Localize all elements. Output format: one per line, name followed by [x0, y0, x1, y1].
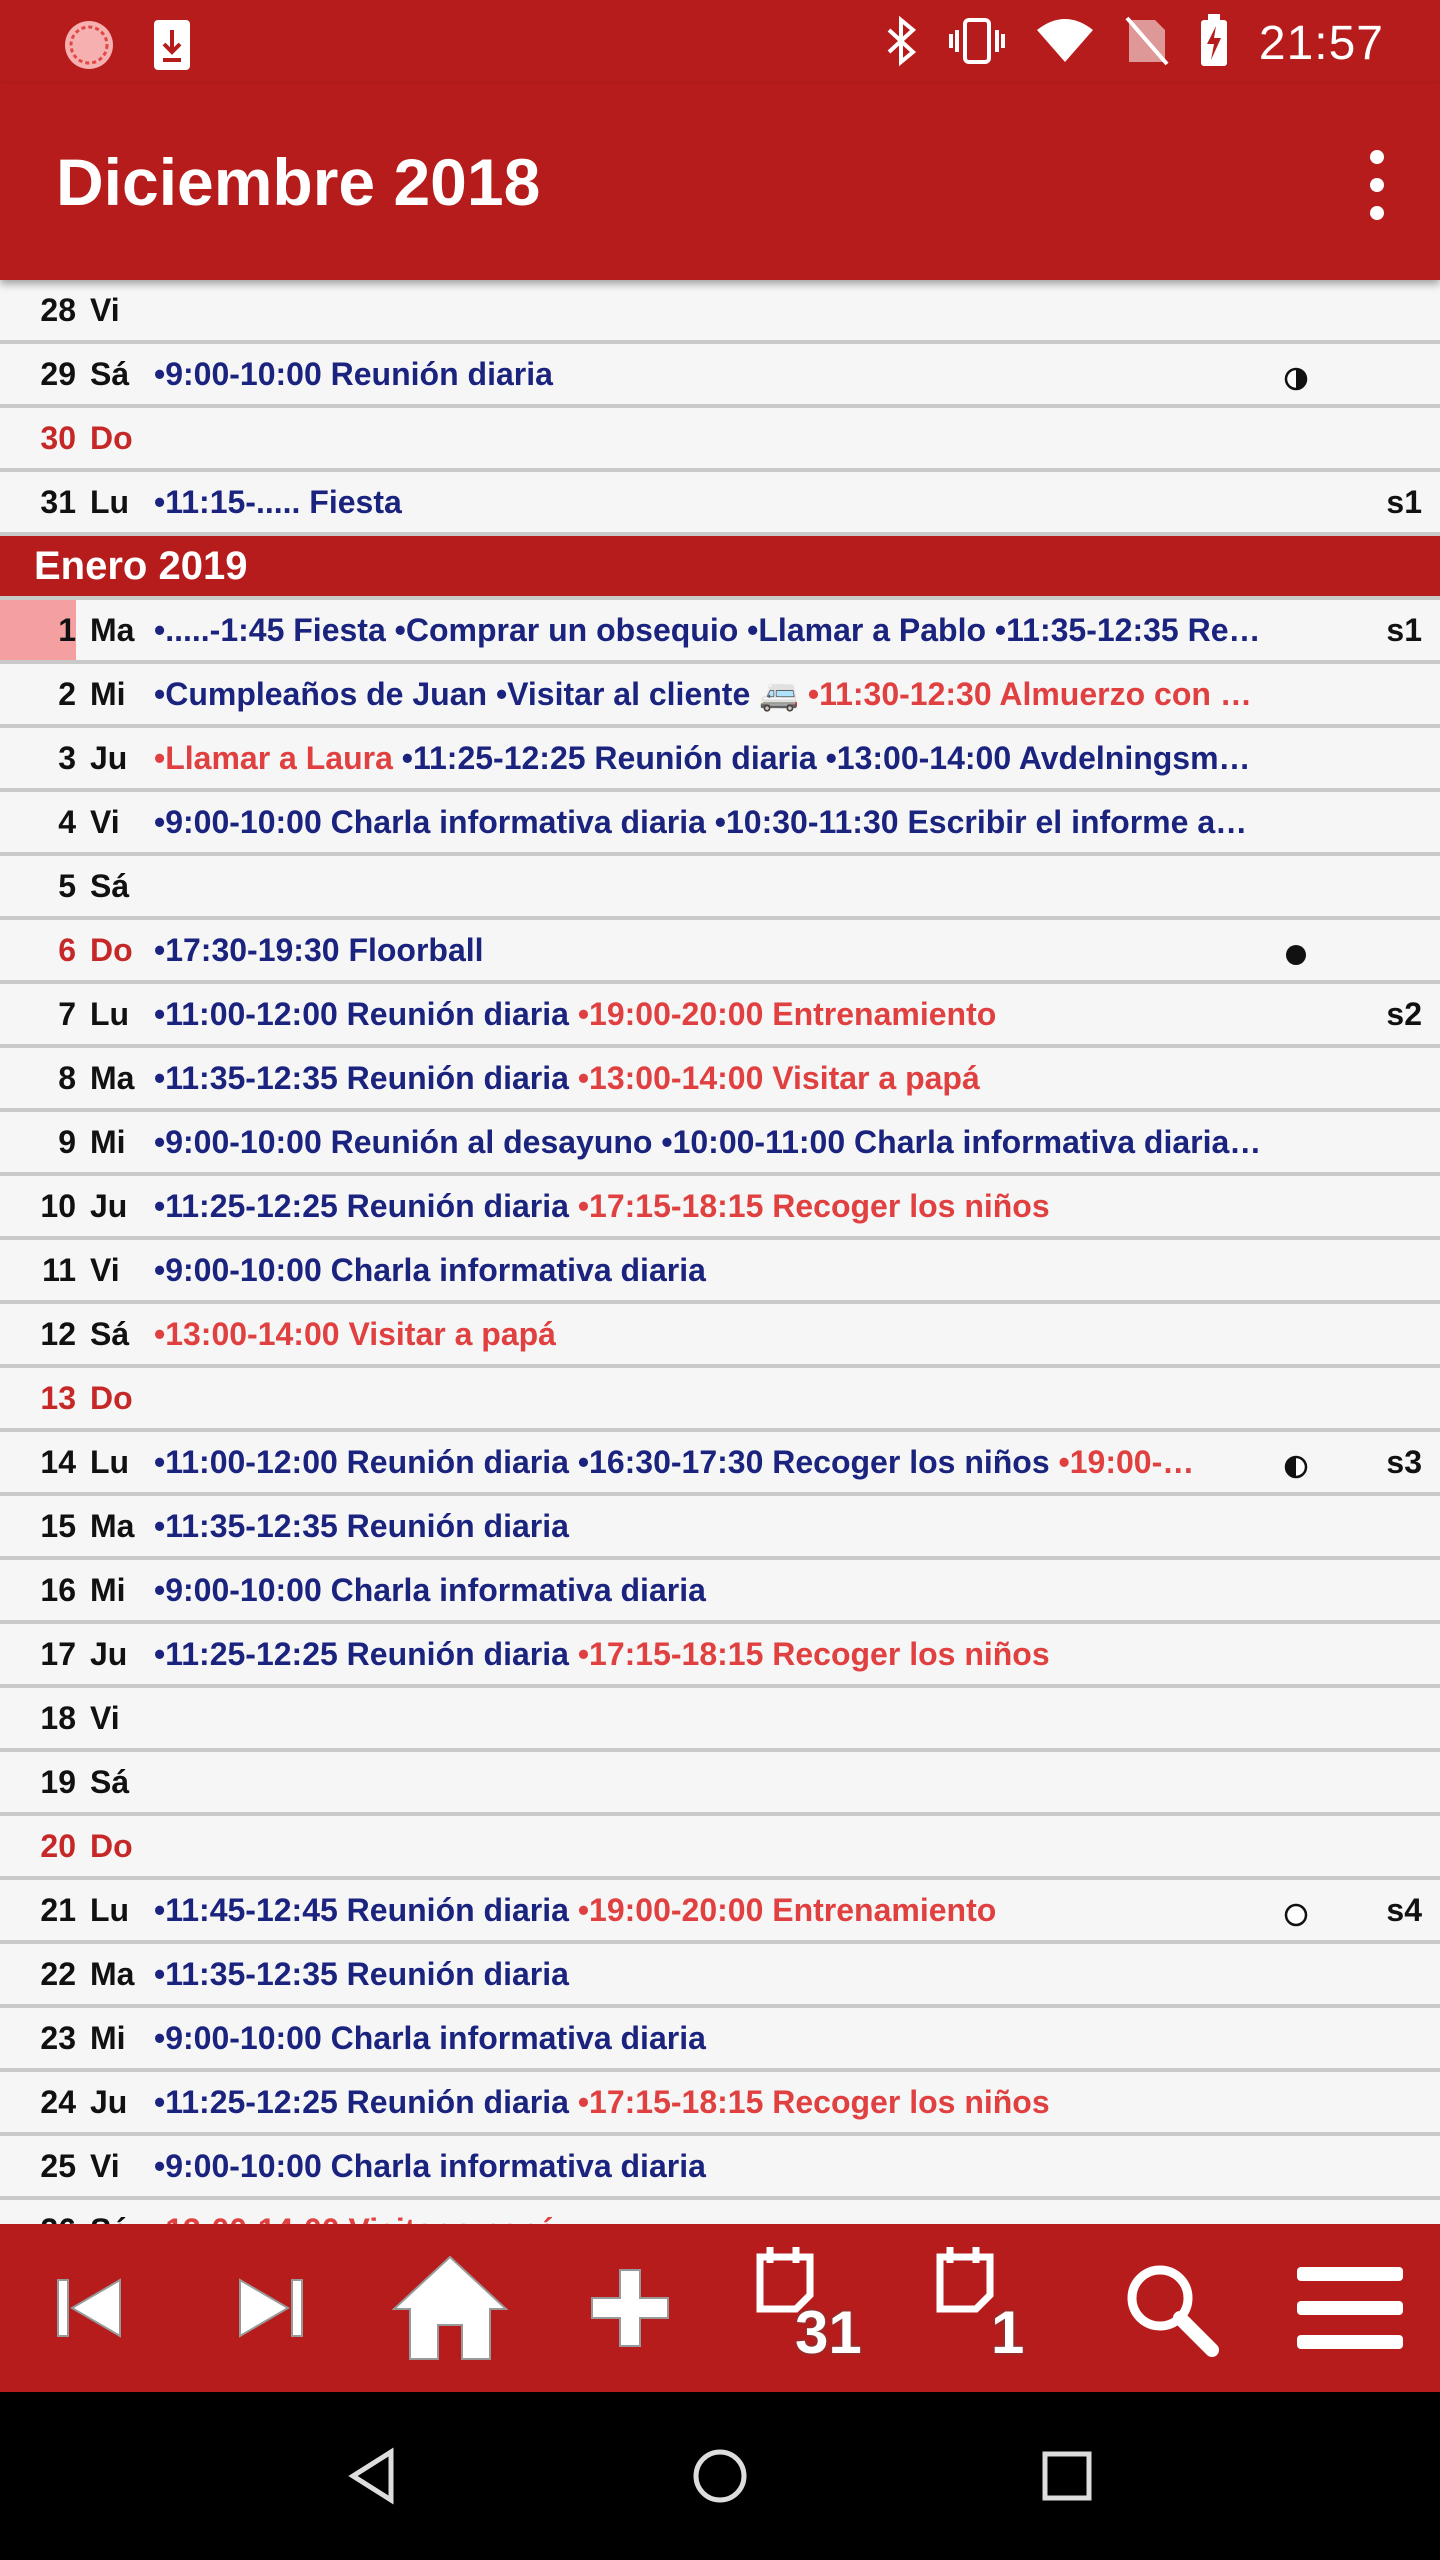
event-entry[interactable]: •13:00-14:00 Visitar a papá	[577, 1059, 980, 1096]
day-row[interactable]	[0, 1496, 1440, 1560]
event-entry[interactable]: •11:45-12:45 Reunión diaria	[154, 1891, 578, 1928]
calendar-day-icon[interactable]	[925, 2238, 1055, 2378]
day-number: 3	[58, 739, 76, 776]
day-row[interactable]	[0, 472, 1440, 536]
day-of-week: Lu	[90, 995, 130, 1032]
day-of-week: Vi	[90, 1251, 120, 1288]
event-entry[interactable]: •11:30-12:30 Almuerzo con …	[807, 676, 1252, 712]
day-number: 15	[40, 1507, 76, 1544]
day-number: 22	[40, 1955, 76, 1992]
vibrate-icon	[949, 16, 1005, 71]
event-entry[interactable]: •9:00-10:00 Charla informativa diaria	[154, 1251, 706, 1288]
day-events[interactable]	[154, 1252, 1324, 1289]
day-row[interactable]	[0, 664, 1440, 728]
skip-previous-icon[interactable]	[25, 2238, 155, 2378]
event-entry[interactable]: •11:25-12:25 Reunión diaria	[154, 1635, 578, 1672]
status-bar	[0, 0, 1440, 84]
calendar-month-number: 31	[795, 2299, 862, 2366]
day-number: 2	[58, 675, 76, 712]
bottom-toolbar	[0, 2224, 1440, 2392]
day-row[interactable]	[0, 1816, 1440, 1880]
day-number: 11	[42, 1251, 76, 1288]
day-row[interactable]	[0, 1368, 1440, 1432]
day-events[interactable]	[154, 675, 1324, 713]
day-row[interactable]	[0, 792, 1440, 856]
day-events[interactable]	[154, 740, 1324, 777]
day-number: 9	[58, 1123, 76, 1160]
day-row[interactable]	[0, 1688, 1440, 1752]
week-number: s2	[1386, 995, 1422, 1032]
day-row[interactable]	[0, 1432, 1440, 1496]
recents-icon[interactable]	[1027, 2436, 1107, 2516]
day-row[interactable]	[0, 1752, 1440, 1816]
day-row[interactable]	[0, 728, 1440, 792]
day-row[interactable]	[0, 920, 1440, 984]
day-of-week: Vi	[90, 2147, 120, 2184]
day-number: 8	[58, 1059, 76, 1096]
event-entry[interactable]: •11:25-12:25 Reunión diaria	[154, 1187, 578, 1224]
day-row[interactable]	[0, 1176, 1440, 1240]
agenda-list[interactable]	[0, 280, 1440, 2224]
day-of-week: Ma	[90, 1955, 135, 1992]
day-events[interactable]	[154, 484, 1324, 521]
home-nav-icon[interactable]	[680, 2436, 760, 2516]
search-icon[interactable]	[1105, 2238, 1235, 2378]
week-number: s4	[1386, 1891, 1422, 1928]
day-of-week: Mi	[90, 1571, 126, 1608]
moon-phase-icon	[1284, 1898, 1308, 1922]
day-events[interactable]	[154, 1188, 1324, 1225]
skip-next-icon[interactable]	[205, 2238, 335, 2378]
bluetooth-icon	[883, 16, 919, 71]
day-of-week: Vi	[90, 1699, 120, 1736]
day-number: 20	[40, 1827, 76, 1864]
day-number: 30	[40, 419, 76, 456]
event-entry[interactable]: •17:30-19:30 Floorball	[154, 931, 484, 968]
system-navigation-bar	[0, 2392, 1440, 2560]
week-number: s3	[1386, 1443, 1422, 1480]
moon-phase-icon	[1284, 362, 1308, 386]
day-row[interactable]	[0, 856, 1440, 920]
day-number: 4	[58, 803, 76, 840]
notification-app-icon	[62, 18, 116, 77]
event-entry[interactable]: •11:35-12:35 Reunión diaria	[154, 1955, 569, 1992]
day-number: 6	[58, 931, 76, 968]
day-of-week: Ju	[90, 1635, 128, 1672]
day-number: 1	[0, 600, 76, 660]
day-row[interactable]	[0, 1560, 1440, 1624]
status-time: 21:57	[1258, 17, 1384, 70]
day-row[interactable]	[0, 2008, 1440, 2072]
day-row[interactable]	[0, 1880, 1440, 1944]
event-entry[interactable]: •9:00-10:00 Charla informativa diaria	[154, 1571, 706, 1608]
day-number: 13	[40, 1379, 76, 1416]
december-rows	[0, 280, 1440, 536]
event-entry[interactable]: •9:00-10:00 Charla informativa diaria	[154, 2147, 706, 2184]
week-number: s1	[1386, 611, 1422, 648]
day-of-week: Ma	[90, 1059, 135, 1096]
day-number: 23	[40, 2019, 76, 2056]
event-entry[interactable]: •Llamar a Laura	[154, 739, 402, 776]
day-of-week: Vi	[90, 803, 120, 840]
day-of-week: Sá	[90, 867, 130, 904]
day-number: 10	[40, 1187, 76, 1224]
moon-phase-icon	[1284, 1450, 1308, 1474]
page-title: Diciembre 2018	[56, 145, 541, 219]
day-events[interactable]	[154, 1060, 1324, 1097]
calendar-day-number: 1	[991, 2299, 1025, 2366]
day-of-week: Sá	[90, 1763, 130, 1800]
back-icon[interactable]	[333, 2436, 413, 2516]
event-entry[interactable]: •9:00-10:00 Reunión al desayuno •10:00-11:00 Charla informativa diaria…	[154, 1123, 1262, 1160]
day-number: 14	[40, 1443, 76, 1480]
battery-charging-icon	[1199, 14, 1229, 73]
day-events[interactable]	[154, 1444, 1324, 1481]
event-entry[interactable]: •11:00-12:00 Reunión diaria	[154, 995, 578, 1032]
day-of-week: Ju	[90, 1187, 128, 1224]
day-events[interactable]	[154, 932, 1324, 969]
day-row[interactable]	[0, 1112, 1440, 1176]
event-entry[interactable]: •19:00-20:00 Entrenamiento	[577, 995, 997, 1032]
day-of-week: Do	[90, 1379, 133, 1416]
day-events[interactable]	[154, 1508, 1324, 1545]
day-number: 28	[40, 291, 76, 328]
day-of-week: Mi	[90, 2019, 126, 2056]
event-entry[interactable]: •.....-1:45 Fiesta •Comprar un obsequio •Llamar a Pablo •11:35-12:35 Re…	[154, 611, 1261, 648]
day-events[interactable]	[154, 1892, 1324, 1929]
calendar-month-icon[interactable]	[745, 2238, 875, 2378]
day-number: 24	[40, 2083, 76, 2120]
app-bar	[0, 84, 1440, 280]
day-number: 18	[40, 1699, 76, 1736]
day-events[interactable]	[154, 356, 1324, 393]
day-events[interactable]	[154, 2020, 1324, 2057]
day-of-week: Lu	[90, 1891, 130, 1928]
overflow-menu-icon[interactable]	[1354, 150, 1400, 220]
day-row[interactable]	[0, 1624, 1440, 1688]
day-number: 5	[58, 867, 76, 904]
day-events[interactable]	[154, 1956, 1324, 1993]
day-of-week: Ju	[90, 739, 128, 776]
day-of-week: Mi	[90, 1123, 126, 1160]
day-events[interactable]	[154, 2084, 1324, 2121]
day-events[interactable]	[154, 1572, 1324, 1609]
january-rows	[0, 600, 1440, 2328]
day-of-week: Mi	[90, 675, 126, 712]
event-entry[interactable]: •11:25-12:25 Reunión diaria	[154, 2083, 578, 2120]
week-number: s1	[1386, 483, 1422, 520]
day-row[interactable]	[0, 600, 1440, 664]
day-of-week: Lu	[90, 483, 130, 520]
event-entry[interactable]: •17:15-18:15 Recoger los niños	[577, 2083, 1050, 2120]
menu-icon[interactable]	[1285, 2238, 1415, 2378]
event-entry[interactable]: •11:00-12:00 Reunión diaria •16:30-17:30 Recoger los niños	[154, 1443, 1059, 1480]
download-notification-icon	[152, 18, 192, 77]
day-row[interactable]	[0, 1240, 1440, 1304]
day-of-week: Do	[90, 1827, 133, 1864]
day-number: 31	[40, 483, 76, 520]
wifi-icon	[1035, 16, 1095, 71]
no-sim-icon	[1125, 16, 1169, 71]
day-events[interactable]	[154, 1316, 1324, 1353]
day-row[interactable]	[0, 1304, 1440, 1368]
day-events[interactable]	[154, 612, 1324, 649]
day-events[interactable]	[154, 2148, 1324, 2185]
day-number: 16	[40, 1571, 76, 1608]
event-entry[interactable]: •9:00-10:00 Charla informativa diaria •10:30-11:30 Escribir el informe a…	[154, 803, 1248, 840]
day-events[interactable]	[154, 1636, 1324, 1673]
event-entry[interactable]: •19:00-20:00 Entrenamiento	[577, 1891, 997, 1928]
event-entry[interactable]: •17:15-18:15 Recoger los niños	[577, 1635, 1050, 1672]
moon-phase-icon	[1284, 938, 1308, 962]
day-row[interactable]	[0, 1944, 1440, 2008]
day-row[interactable]	[0, 344, 1440, 408]
event-entry[interactable]: •11:15-..... Fiesta	[154, 483, 402, 520]
event-entry[interactable]: •13:00-14:00 Visitar a papá	[154, 1315, 556, 1352]
day-events[interactable]	[154, 804, 1324, 841]
day-of-week: Sá	[90, 1315, 130, 1352]
day-number: 25	[40, 2147, 76, 2184]
day-events[interactable]	[154, 996, 1324, 1033]
day-number: 12	[40, 1315, 76, 1352]
day-number: 17	[40, 1635, 76, 1672]
day-events[interactable]	[154, 1124, 1324, 1161]
day-of-week: Do	[90, 419, 133, 456]
day-row[interactable]	[0, 984, 1440, 1048]
home-icon[interactable]	[385, 2238, 515, 2378]
day-row[interactable]	[0, 1048, 1440, 1112]
day-row[interactable]	[0, 2136, 1440, 2200]
day-number: 19	[40, 1763, 76, 1800]
event-entry[interactable]: •19:00-…	[1058, 1443, 1195, 1480]
day-number: 29	[40, 355, 76, 392]
event-entry[interactable]: •11:25-12:25 Reunión diaria •13:00-14:00 Avdelningsm…	[401, 739, 1251, 776]
day-number: 7	[58, 995, 76, 1032]
day-of-week: Ma	[90, 611, 135, 648]
event-entry[interactable]: •17:15-18:15 Recoger los niños	[577, 1187, 1050, 1224]
event-entry[interactable]: •9:00-10:00 Reunión diaria	[154, 355, 553, 392]
month-header: Enero 2019	[0, 536, 1440, 600]
day-row[interactable]	[0, 2072, 1440, 2136]
day-of-week: Lu	[90, 1443, 130, 1480]
event-entry[interactable]: •11:35-12:35 Reunión diaria	[154, 1507, 569, 1544]
day-of-week: Sá	[90, 355, 130, 392]
day-row[interactable]	[0, 408, 1440, 472]
day-of-week: Ju	[90, 2083, 128, 2120]
day-of-week: Vi	[90, 291, 120, 328]
day-of-week: Do	[90, 931, 133, 968]
event-entry[interactable]: •Cumpleaños de Juan •Visitar al cliente 🚐	[154, 676, 808, 712]
day-row[interactable]	[0, 280, 1440, 344]
add-icon[interactable]	[565, 2238, 695, 2378]
day-number: 21	[40, 1891, 76, 1928]
day-of-week: Ma	[90, 1507, 135, 1544]
event-entry[interactable]: •9:00-10:00 Charla informativa diaria	[154, 2019, 706, 2056]
event-entry[interactable]: •11:35-12:35 Reunión diaria	[154, 1059, 578, 1096]
